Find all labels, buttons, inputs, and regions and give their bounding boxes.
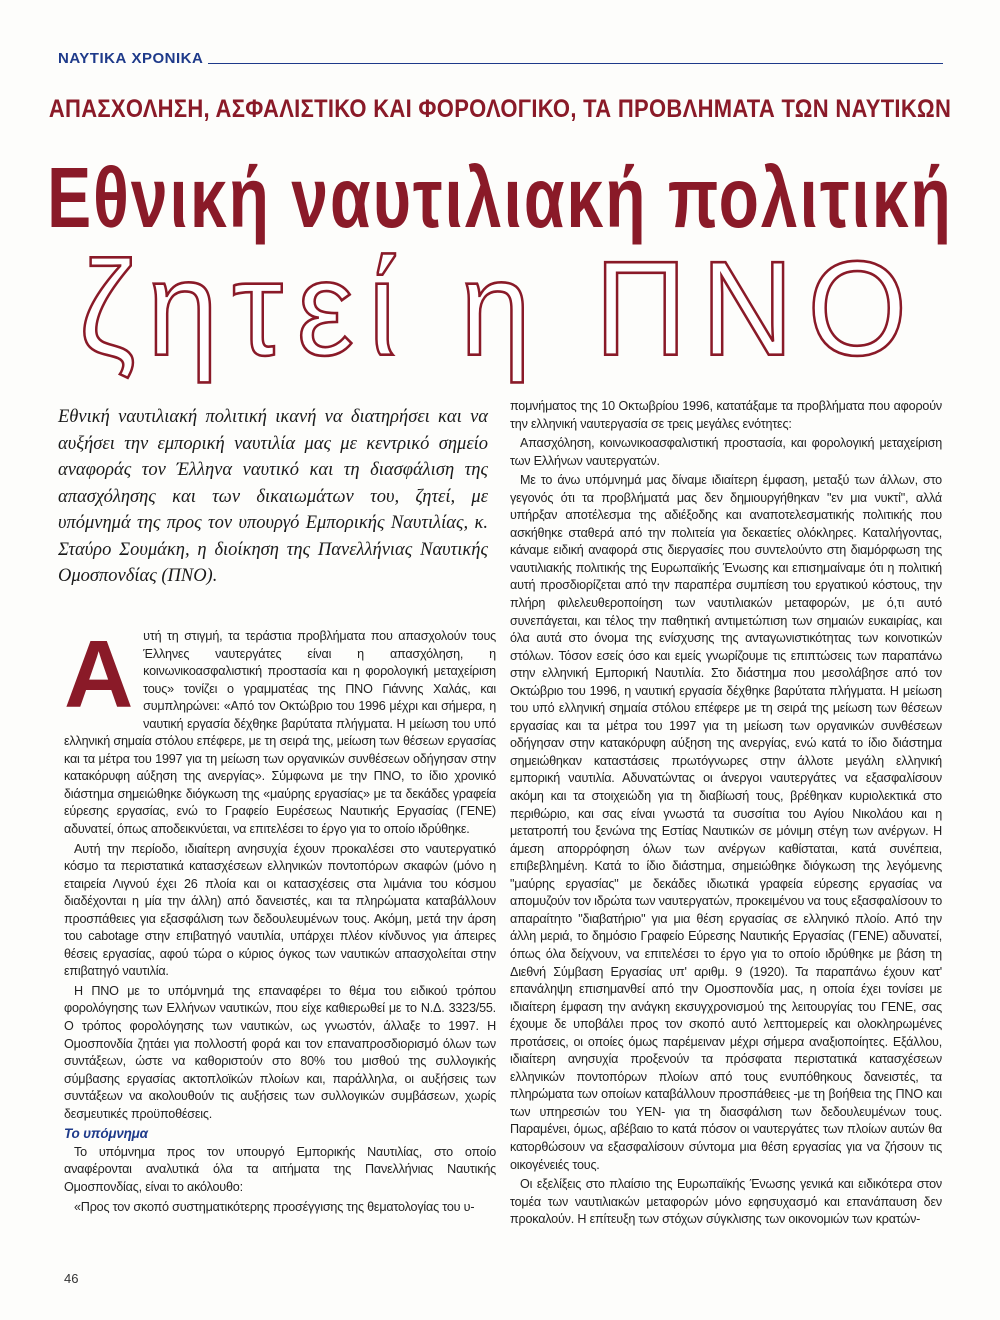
right-column: [510, 398, 942, 1231]
header-rule: [208, 63, 943, 64]
body-paragraph: Η ΠΝΟ με το υπόμνημά της επαναφέρει το θέμα του ειδικού τρόπου φορολόγησης των Ελλήνων ναυτικών, που είχε καθιερωθεί με το Ν.Δ. 3323/55. Ο τρόπος φορολόγησης των ναυτικών, ως γνωστόν, άλλαξε το 1997. Η Ομοσπονδία ζητάει για πολλοστή φορά και τον επαναπροσδιορισμό όλων των συντάξεων, ώστε να καθοριστούν στο 80% του μισθού της συλλογικής σύμβασης εργασίας ακτοπλοϊκών πλοίων και, παράλληλα, οι αυξήσεις των συντάξεων να ακολουθούν τις αυξήσεις των συλλογικών συμβάσεων, χωρίς δεσμευτικές προϋποθέσεις.: [64, 983, 496, 1121]
kicker: ΑΠΑΣΧΟΛΗΣΗ, ΑΣΦΑΛΙΣΤΙΚΟ ΚΑΙ ΦΟΡΟΛΟΓΙΚΟ, ΤΑ ΠΡΟΒΛΗΜΑΤΑ ΤΩΝ ΝΑΥΤΙΚΩΝ: [48, 94, 952, 123]
dropcap: Α: [64, 621, 134, 728]
left-column: [64, 621, 496, 1218]
body-paragraph: Το υπόμνημα προς τον υπουργό Εμπορικής Ναυτιλίας, στο οποίο αναφέρονται αναλυτικά όλα τα αιτήματα της Πανελλήνιας Ναυτικής Ομοσπονδίας, είναι το ακόλουθο:: [64, 1144, 496, 1194]
subheading: Το υπόμνημα: [64, 1126, 148, 1142]
section-label: ΝΑΥΤΙΚΑ ΧΡΟΝΙΚΑ: [58, 50, 204, 67]
lead-paragraph: Εθνική ναυτιλιακή πολιτική ικανή να διατηρήσει και να αυξήσει την εμπορική ναυτιλία μας με κεντρικό σημείο αναφοράς τον Έλληνα ναυτικό και τη διασφάλιση της απασχόλησης και των δικαιωμάτων του, ζητεί, με υπόμνημά της προς τον υπουργό Εμπορικής Ναυτιλίας, κ. Σταύρο Σουμάκη, η διοίκηση της Πανελλήνιας Ναυτικής Ομοσπονδίας (ΠΝΟ).: [58, 407, 488, 586]
body-paragraph: υτή τη στιγμή, τα τεράστια προβλήματα που απασχολούν τους Έλληνες ναυτεργάτες είναι η απασχόληση, η κοινωνικοασφαλιστική προστασία και η φορολογική μεταχείριση τους» τονίζει ο γραμματέας της ΠΝΟ Γιάννης Χαλάς, και συμπληρώνει: «Από τον Οκτώβριο του 1996 μέχρι και σήμερα, η ναυτική εργασία δέχθηκε βαρύτατα πλήγματα. Η μείωση του υπό ελληνική σημαία στόλου επέφερε, με τη σειρά της, μείωση των θέσεων εργασίας και τα μέτρα του 1997 για τη μείωση των οργανικών συνθέσεων οδήγησαν στην κατακόρυφη αύξηση της ανεργίας». Σύμφωνα με την ΠΝΟ, το ίδιο χρονικό διάστημα σημειώθηκε διόγκωση της «μαύρης εργασίας» με τα δεκάδες γραφεία εύρεσης εργασίας, ενώ το Γραφείο Ευρέσεως Ναυτικής Εργασίας (ΓΕΝΕ) αδυνατεί, όπως αποδεικνύεται, να επιτελέσει το έργο για το οποίο ιδρύθηκε.: [64, 629, 496, 837]
running-header: [58, 50, 943, 70]
headline-line-2: ζητεί η ΠΝΟ: [78, 233, 922, 385]
body-paragraph: Αυτή την περίοδο, ιδιαίτερη ανησυχία έχουν προκαλέσει στο ναυτεργατικό κόσμο τα περιστατικά κατασχέσεων ελληνικών ποντοπόρων σκαφών (μόνο η εταιρεία Λιγνού έχει 26 πλοία και οι κατασχέσεις στα λιμάνια του κόσμου διαδέχονται η μία την άλλη) από δανειστές, και τα πληρώματα καταβάλλουν προσπάθειες για εξασφάλιση των δεδουλευμένων τους. Ακόμη, μετά την άρση του cabotage στην επιβατηγό ναυτιλία, υπάρχει πλέον κίνδυνος για άπειρες θέσεις εργασίας, αφού τώρα ο κύριος όγκος των ναυτικών απασχολείται στην επιβατηγό ναυτιλία.: [64, 841, 496, 979]
body-paragraph: Απασχόληση, κοινωνικοασφαλιστική προστασία, και φορολογική μεταχείριση των Ελλήνων ναυτεργατών.: [510, 436, 942, 468]
body-paragraph: Οι εξελίξεις στο πλαίσιο της Ευρωπαϊκής Ένωσης γενικά και ειδικότερα στον τομέα των ναυτιλιακών μεταφορών μόνο εφησυχασμό και επανάπαυση δεν προκαλούν. Η επίτευξη των στόχων σύγκλισης των οικονομιών των κρατών-: [510, 1177, 942, 1227]
page-number: 46: [64, 1271, 79, 1286]
body-paragraph: Με το άνω υπόμνημά μας δίναμε ιδιαίτερη έμφαση, μεταξύ των άλλων, στο γεγονός ότι τα προβλήματά μας δεν δημιουργήθηκαν "εν μια νυκτί", αλλά υπήρξαν αποτέλεσμα της αδιέξοδης και αναποτελεσματικής πολιτικής που ασκήθηκε σταθερά από την πολιτεία για δεκαετίες ολόκληρες. Καταλήγοντας, κάναμε ειδική αναφορά στις διεργασίες που συντελούντο στη διαμόρφωση της ναυτιλιακής πολιτικής της Ευρωπαϊκής Ένωσης και επισημαίναμε ότι η πολιτική αυτή προσδιορίζεται από την παραπέρα συμπίεση του εργατικού κόστους, την πλήρη φιλελευθεροποίηση των ναυτιλιακών μεταφορών, με ό,τι αυτό συνεπάγεται, και τέλος την παθητική αντιμετώπιση των σημαιών ευκαιρίας, και όλα αυτά στο όνομα της ενίσχυσης της ανταγωνιστικότητας των κοινοτικών στόλων. Τόσον εσείς όσο και εμείς γνωρίζουμε τις επιπτώσεις των παραπάνω στην ελληνική Εμπορική Ναυτιλία. Στο διάστημα που μεσολάβησε από τον Οκτώβριο του 1996, η ναυτική εργασία δέχθηκε βαρύτατα πλήγματα. Η μείωση του υπό ελληνική σημαία στόλου επέφερε με τη σειρά της μείωση των θέσεων εργασίας και τα μέτρα του 1997 για τη μείωση των οργανικών συνθέσεων οδήγησαν στην κατακόρυφη αύξηση της ανεργίας, ενώ κατά το ίδιο διάστημα σημειώθηκαν καταστάσεις πρωτόγνωρες στην άλλοτε μεγάλη ελληνική εμπορική ναυτιλία. Αδυνατώντας οι άνεργοι ναυτεργάτες να εξασφαλίσουν ακόμη και τα στοιχειώδη για τη διαβίωσή τους, βρέθηκαν κυριολεκτικά στο περιθώριο, και σας είναι γνωστά τα συσσίτια του Αγίου Νικολάου και η μετατροπή του ξενώνα της Εστίας Ναυτικών σε μόνιμη στέγη των ανέργων. Η άμεση απορρόφηση όλων των ανέργων καθίσταται, κατά συνέπεια, επιβεβλημένη. Κατά το ίδιο διάστημα, σημειώθηκε διόγκωση της λεγόμενης "μαύρης εργασίας" με δεκάδες ιδιωτικά γραφεία εύρεσης εργασίας να απομυζούν τον ιδρώτα των ναυτεργατών, προκειμένου να τους εξασφαλίσουν το απαραίτητο "διαβατήριο" για μια θέση εργασίας σε ελληνικό πλοίο. Από την άλλη μεριά, το δημόσιο Γραφείο Εύρεσης Ναυτικής Εργασίας (ΓΕΝΕ) αδυνατεί, όπως όλα δείχνουν, να επιτελέσει το έργο για το οποίο ιδρύθηκε με βάση τη Διεθνή Σύμβαση Εργασίας υπ' αριθμ. 9 (1920). Τα παραπάνω έχουν κατ' επανάληψη επισημανθεί από την Ομοσπονδία μας, η οποία έχει τονίσει με ιδιαίτερη έμφαση την ανάγκη εκσυγχρονισμού της λειτουργίας του ΓΕΝΕ, σας έχουμε δε υποβάλει προς τον σκοπό αυτό λεπτομερείς και ολοκληρωμένες προτάσεις, οι οποίες όμως παρέμειναν μέχρι σήμερα αναξιοποίητες. Εξάλλου, ιδιαίτερη ανησυχία προξενούν τα πρόσφατα περιστατικά κατασχέσεων ελληνικών ποντοπόρων πλοίων από τους ενυπόθηκους δανειστές, τα πληρώματα των οποίων καταβάλλουν προσπάθειες -με τη βοήθεια της ΠΝΟ και των υπηρεσιών του ΥΕΝ- για τη διασφάλιση των δεδουλευμένων τους. Παραμένει, όμως, αβέβαιο το κατά πόσον οι ναυτεργάτες των πλοίων αυτών θα κατορθώσουν να εξασφαλίσουν σύντομα μια θέση εργασίας για να ζήσουν τις οικογένειές τους.: [510, 473, 942, 1172]
headline-line-1: Εθνική ναυτιλιακή πολιτική: [47, 148, 953, 246]
body-paragraph: πομνήματος της 10 Οκτωβρίου 1996, κατατάξαμε τα προβλήματα που αφορούν την ελληνική ναυτεργασία σε τρεις μεγάλες ενότητες:: [510, 399, 942, 431]
body-paragraph: «Προς τον σκοπό συστηματικότερης προσέγγισης της θεματολογίας του υ-: [74, 1199, 475, 1214]
